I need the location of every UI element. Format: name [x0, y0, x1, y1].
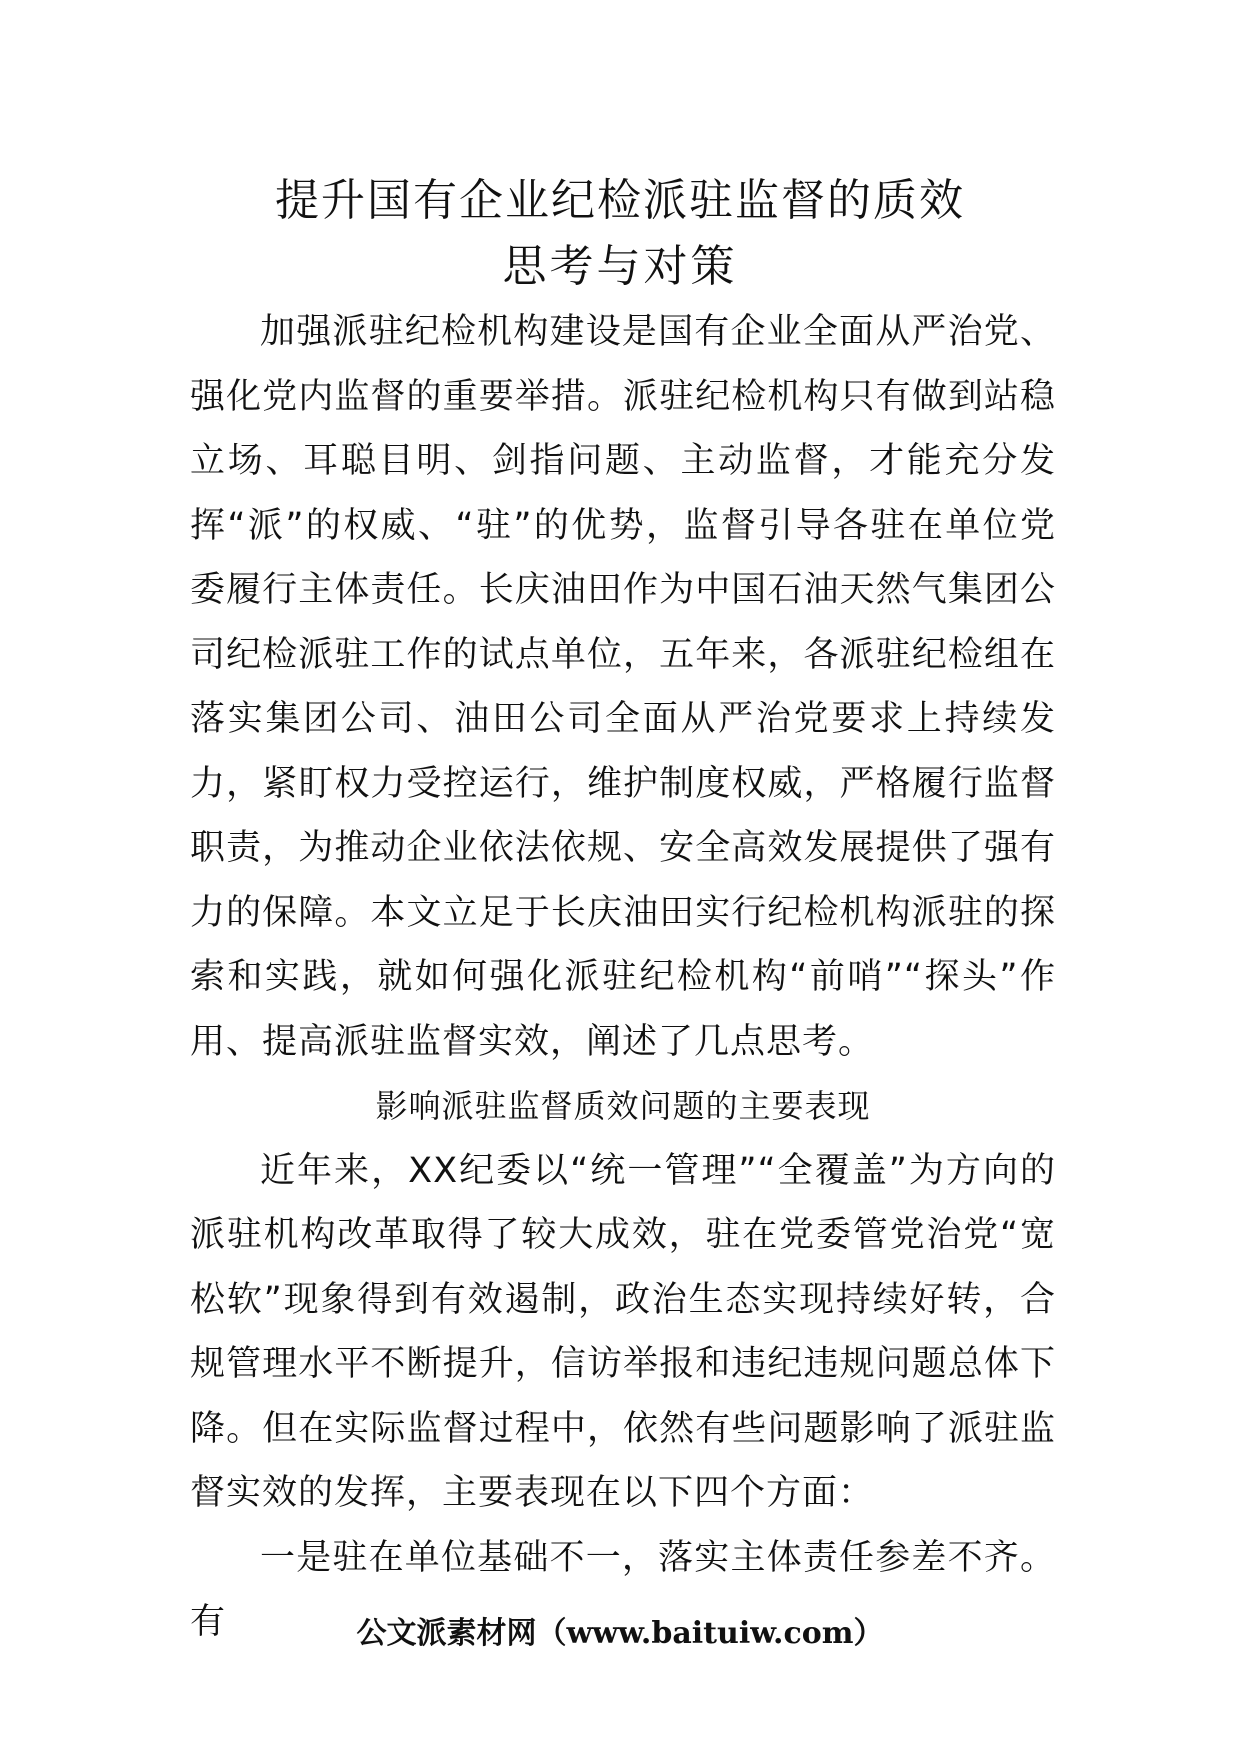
document-body — [190, 300, 1056, 1655]
title-line-2: 思考与对策 — [502, 241, 738, 292]
title-line-1: 提升国有企业纪检派驻监督的质效 — [275, 175, 965, 226]
intro-paragraph: 加强派驻纪检机构建设是国有企业全面从严治党、强化党内监督的重要举措。派驻纪检机构只有做到站稳立场、耳聪目明、剑指问题、主动监督，才能充分发挥“派”的权威、“驻”的优势，监督引导各驻在单位党委履行主体责任。长庆油田作为中国石油天然气集团公司纪检派驻工作的试点单位，五年来，各派驻纪检组在落实集团公司、油田公司全面从严治党要求上持续发力，紧盯权力受控运行，维护制度权威，严格履行监督职责，为推动企业依法依规、安全高效发展提供了强有力的保障。本文立足于长庆油田实行纪检机构派驻的探索和实践，就如何强化派驻纪检机构“前哨”“探头”作用、提高派驻监督实效，阐述了几点思考。 — [190, 312, 1056, 1062]
footer-watermark: 公文派素材网（www.baituiw.com） — [356, 1616, 884, 1651]
section-paragraph-2: 一是驻在单位基础不一，落实主体责任参差不齐。有 — [190, 1537, 1056, 1642]
section-heading: 影响派驻监督质效问题的主要表现 — [375, 1087, 871, 1125]
document-title — [0, 168, 1240, 300]
section-paragraph-1: 近年来，XX纪委以“统一管理”“全覆盖”为方向的派驻机构改革取得了较大成效，驻在党委管党治党“宽松软”现象得到有效遏制，政治生态实现持续好转，合规管理水平不断提升，信访举报和违纪违规问题总体下降。但在实际监督过程中，依然有些问题影响了派驻监督实效的发挥，主要表现在以下四个方面： — [190, 1150, 1056, 1513]
